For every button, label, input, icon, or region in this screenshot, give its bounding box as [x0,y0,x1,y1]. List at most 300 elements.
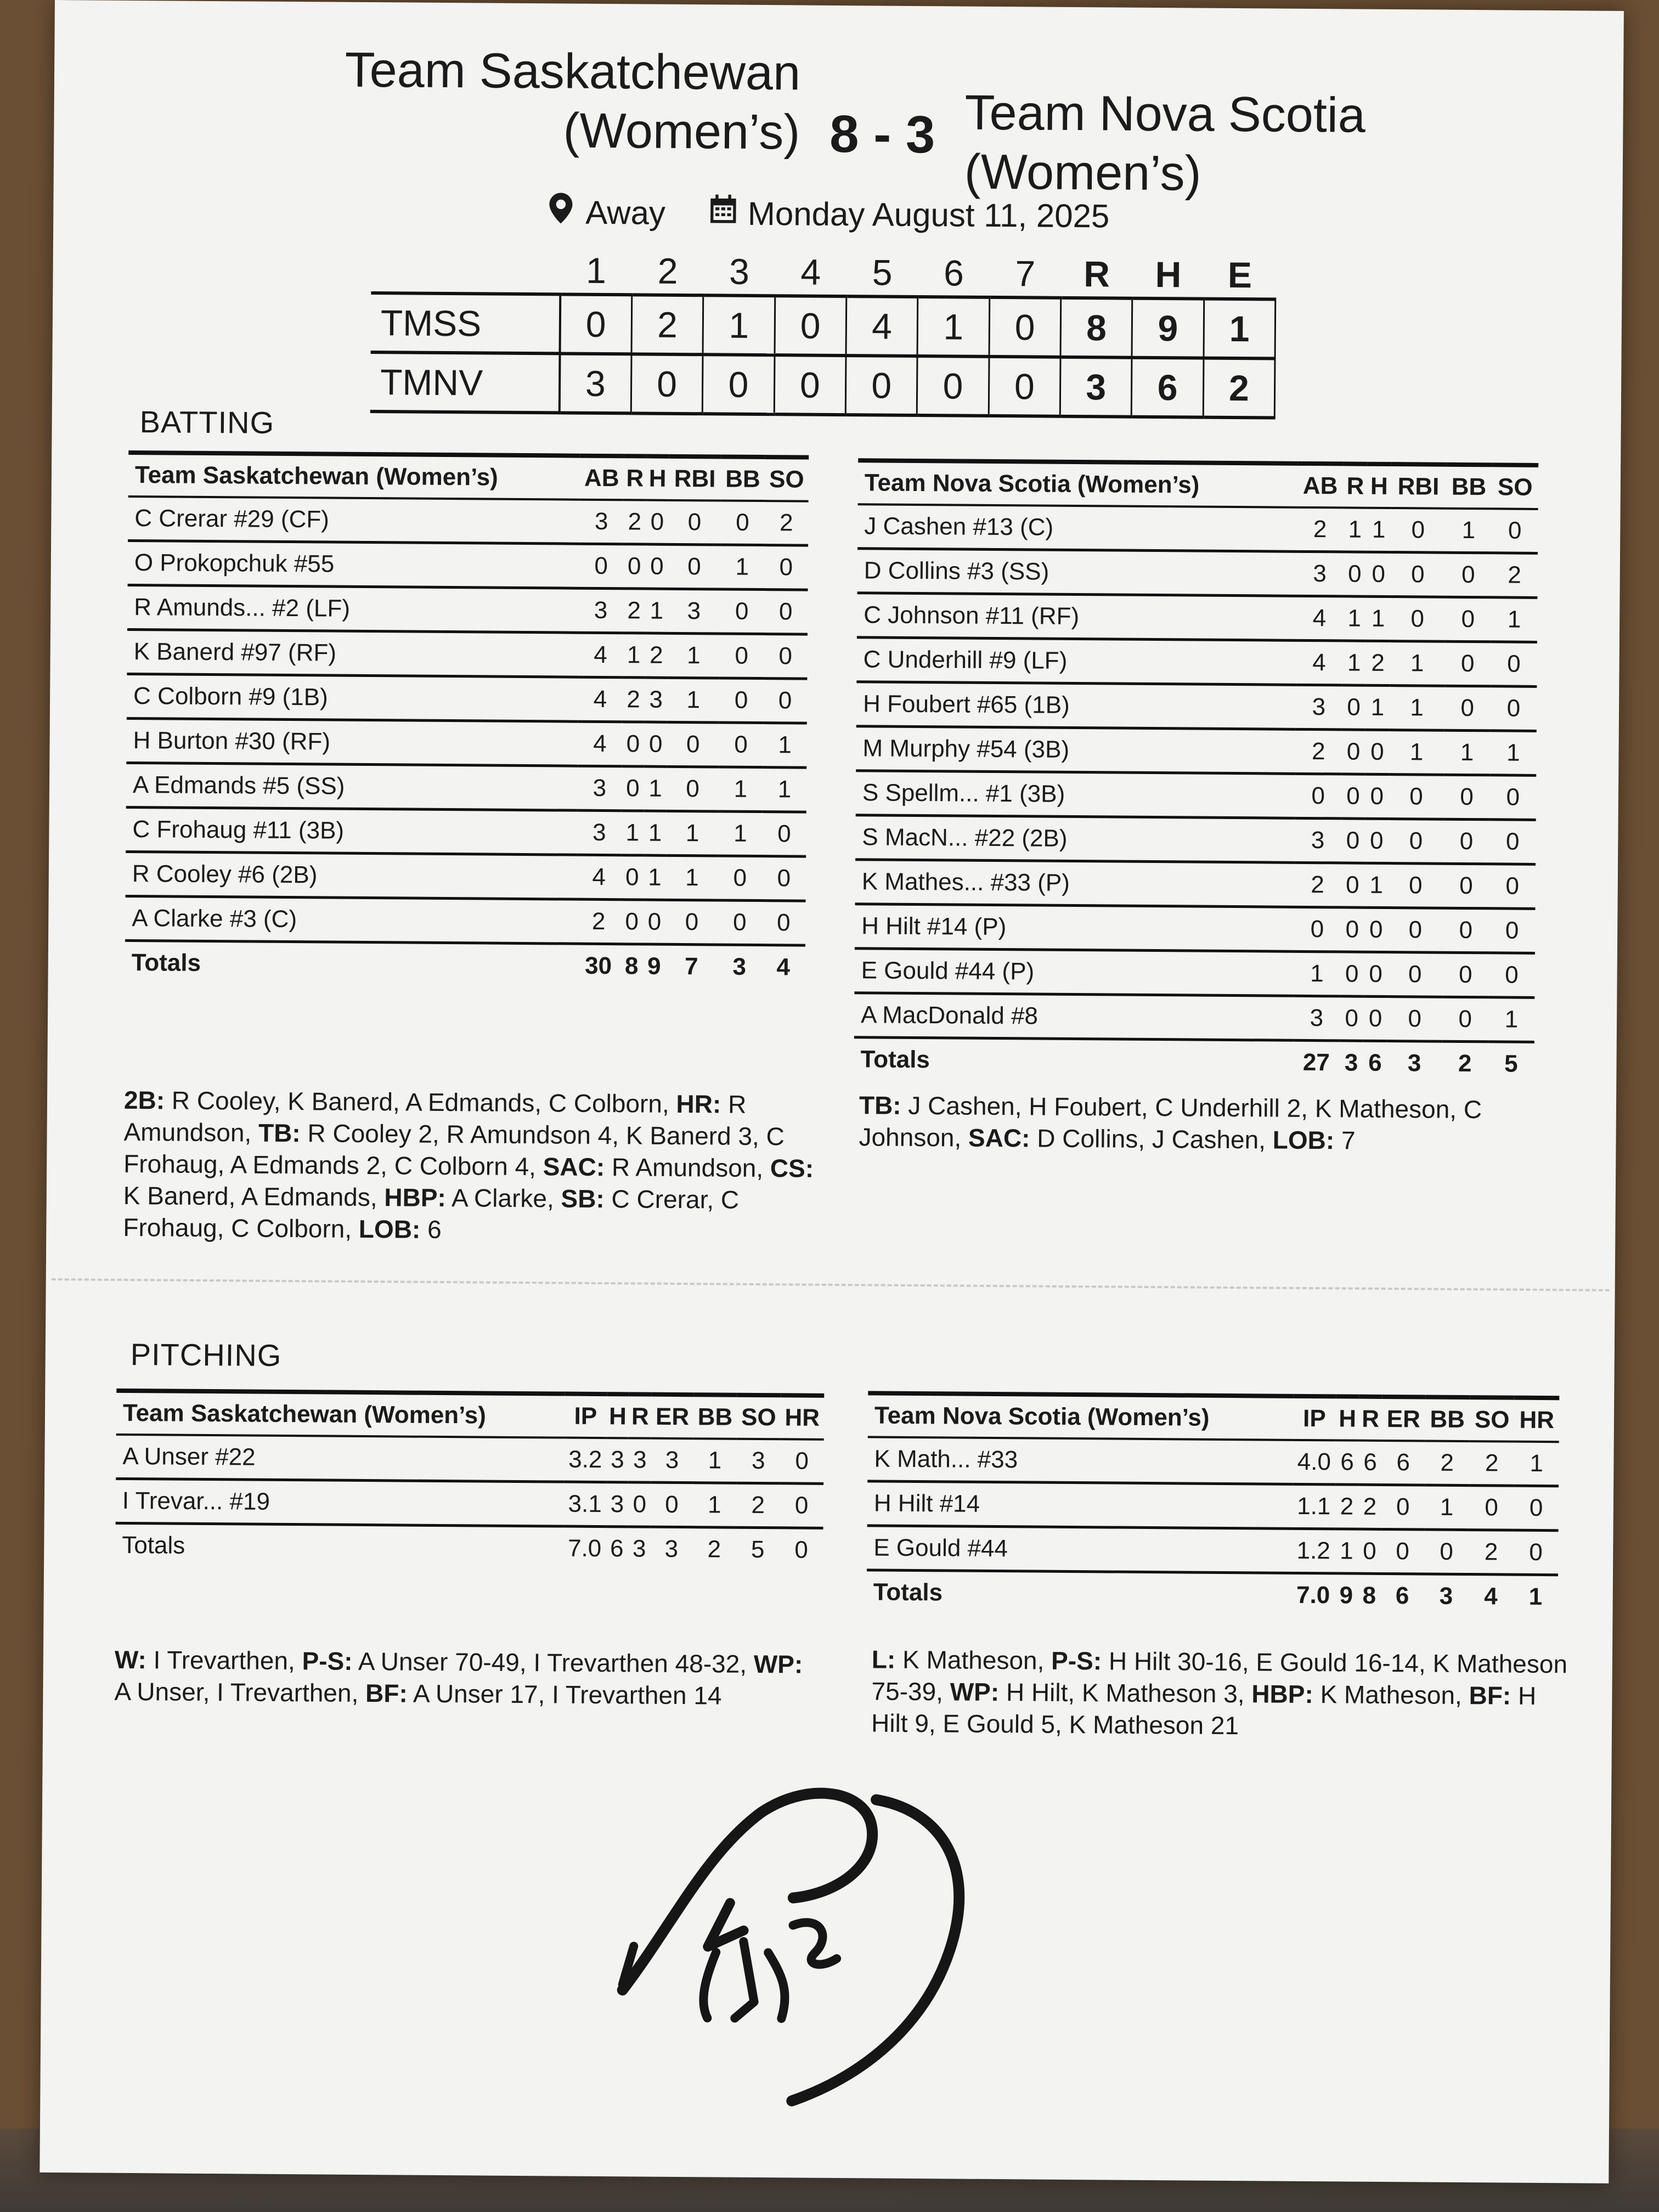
stat-value: 0 [1389,819,1443,864]
stat-value: 0 [1341,730,1365,774]
inning-score: 0 [631,354,703,414]
table-row [856,637,1537,687]
player-name: D Collins #3 (SS) [857,549,1296,596]
inning-header: 4 [775,249,847,296]
note-value: C Crerar, C Frohaug, C Colborn, [123,1184,740,1243]
note-key: LOB: [358,1214,421,1244]
stat-value: 0 [643,900,666,944]
note-key: TB: [859,1091,901,1120]
stat-value: 0 [1492,509,1538,553]
batting-label: BATTING [139,404,275,440]
note-key: HBP: [384,1183,447,1212]
stat-value: 4 [1296,640,1342,685]
stat-column-header: HR [1514,1398,1559,1442]
total-value: 3 [1439,1582,1453,1610]
inning-score: 3 [559,353,631,413]
note-value: H Hilt 9, E Gould 5, K Matheson 21 [871,1681,1537,1740]
rhe-total: 1 [1204,299,1276,359]
table-row [126,763,807,812]
player-name: A Edmands #5 (SS) [126,763,578,810]
header-row [116,1391,825,1440]
stat-value: 2 [736,1483,780,1528]
home-team-line2: (Women’s) [563,103,800,160]
stat-column-header: R [1359,1397,1383,1441]
stat-value: 1 [1342,596,1367,641]
total-value: 8 [1362,1582,1376,1609]
total-value: 6 [1368,1049,1382,1076]
stat-value: 0 [1365,730,1389,774]
stat-value: 0 [1388,864,1443,909]
stat-value: 0 [762,812,806,857]
stat-value: 0 [762,856,806,901]
stat-value: 1 [622,633,645,678]
stat-column-header: BB [1425,1397,1470,1442]
stat-column-header: HR [780,1395,824,1440]
stat-value: 0 [651,1482,693,1527]
stat-value: 0 [1364,952,1388,996]
note-key: TB: [258,1118,301,1148]
team-abbrev: TMSS [371,293,560,353]
stat-value: 3 [606,1438,629,1482]
line-score-row [370,352,1275,418]
stat-value: 3 [579,588,623,633]
stat-value: 0 [1387,952,1442,997]
header-row [858,460,1539,509]
note-value: R Amundson, [605,1153,771,1183]
table-row [857,593,1538,642]
team-column-header: Team Nova Scotia (Women’s) [868,1393,1293,1440]
note-key: 2B: [123,1085,165,1115]
stat-value: 0 [668,500,720,545]
stat-value: 0 [1365,774,1389,819]
stat-value: 1 [1389,730,1444,775]
rhe-total: 8 [1060,298,1132,358]
rhe-total: 6 [1132,358,1204,417]
stat-value: 0 [1491,642,1537,687]
stat-value: 3 [1296,551,1343,596]
total-value: 2 [707,1536,721,1563]
stat-column-header: AB [1297,464,1344,508]
stat-value: 6 [1381,1441,1425,1485]
stat-column-header: BB [693,1395,737,1439]
total-value: 27 [1302,1048,1330,1076]
stat-value: 0 [1514,1486,1559,1531]
player-name: S Spellm... #1 (3B) [856,771,1295,819]
game-date: Monday August 11, 2025 [747,195,1110,234]
stat-value: 4.0 [1293,1440,1336,1485]
stat-value: 0 [1489,864,1536,909]
stat-value: 0 [1367,552,1391,596]
stat-value: 2 [1295,729,1342,774]
totals-row [867,1570,1559,1618]
player-name: M Murphy #54 (3B) [856,726,1295,774]
stat-value: 0 [1341,774,1365,819]
stat-value: 1 [666,811,718,856]
total-value: 7.0 [567,1534,602,1562]
stat-value: 0 [1443,864,1489,909]
stat-value: 0 [623,544,646,589]
player-name: A Unser #22 [116,1435,565,1482]
stat-value: 6 [1335,1440,1359,1485]
stat-value: 0 [1340,996,1364,1041]
table-row [125,896,806,945]
stat-value: 3 [1295,685,1342,730]
total-value: 3 [1407,1049,1421,1077]
total-value: 7 [684,953,698,980]
stat-value: 1 [1343,507,1367,552]
header-row [868,1393,1560,1442]
table-row [856,726,1537,776]
stat-value: 0 [579,544,623,589]
stat-value: 4 [577,855,621,900]
signature-icon [611,1759,1024,2113]
home-team-line1: Team Saskatchewan [345,42,801,101]
inning-score: 1 [917,297,989,357]
stat-column-header: R [629,1394,651,1438]
stat-value: 0 [1342,685,1366,730]
inning-score: 0 [702,354,774,414]
note-value: R Cooley, K Banerd, A Edmands, C Colborn, [164,1086,676,1118]
inning-score: 0 [775,296,847,356]
note-key: BF: [365,1679,408,1708]
stat-value: 1 [693,1438,737,1483]
stat-value: 2 [764,501,809,545]
note-key: BF: [1469,1681,1511,1710]
stat-value: 3 [668,589,720,634]
stat-value: 0 [620,900,644,944]
note-value: D Collins, J Cashen, [1030,1124,1273,1154]
stat-value: 1 [621,811,644,855]
stat-value: 2 [1358,1485,1382,1529]
stat-value: 1 [1491,597,1538,642]
table-row [856,682,1537,731]
inning-header: 6 [918,250,990,297]
stat-value: 0 [1469,1486,1514,1531]
stat-value: 0 [1489,909,1536,953]
calendar-icon [709,194,737,232]
stat-value: 2 [623,500,646,544]
inning-score: 0 [989,357,1060,416]
stat-value: 6 [1358,1441,1382,1485]
stat-value: 0 [1381,1529,1424,1574]
stat-value: 3 [577,810,622,855]
table-row [127,585,808,634]
stat-value: 4 [1296,596,1343,641]
away-pitching-table [867,1391,1560,1618]
total-value: 5 [1504,1050,1518,1077]
note-value: 6 [420,1215,442,1244]
total-value: 2 [1458,1049,1472,1077]
note-key: SAC: [968,1123,1030,1153]
inning-score: 2 [631,295,703,354]
stat-value: 1 [1364,863,1389,907]
total-value: 4 [1484,1583,1498,1610]
stat-value: 0 [1491,686,1537,731]
player-name: I Trevar... #19 [116,1479,565,1526]
totals-row [115,1523,823,1571]
stat-value: 0 [1489,820,1536,865]
note-value: 7 [1334,1126,1356,1155]
stat-value: 3.1 [564,1482,606,1527]
note-key: W: [114,1645,146,1674]
note-value: K Matheson, [895,1645,1052,1675]
stat-value: 1 [666,855,718,900]
stat-value: 0 [1340,863,1364,907]
away-batting-notes [859,1089,1550,1158]
stat-value: 4 [578,721,622,766]
stat-column-header: IP [565,1394,607,1438]
note-value: A Unser 70-49, I Trevarthen 48-32, [352,1646,754,1678]
stat-value: 3 [1295,818,1341,863]
stat-value: 0 [780,1483,823,1528]
stat-column-header: IP [1293,1396,1336,1441]
stat-value: 0 [1391,508,1446,552]
table-row [127,629,808,679]
inning-score: 0 [845,356,917,415]
note-value: A Clarke, [445,1183,561,1213]
stat-value: 1 [645,589,668,633]
stat-value: 1 [1514,1442,1559,1486]
total-value: 1 [1528,1583,1543,1610]
stat-value: 4 [578,633,623,678]
stat-value: 0 [1295,774,1341,819]
player-name: K Banerd #97 (RF) [127,629,578,677]
stat-value: 0 [1390,597,1445,642]
stat-column-header: AB [580,456,624,500]
stat-value: 0 [1341,819,1365,863]
stat-value: 3 [645,678,668,722]
stat-value: 1 [718,811,763,856]
team-column-header: Team Nova Scotia (Women’s) [858,460,1297,507]
stat-value: 0 [719,634,764,679]
note-key: P-S: [1051,1646,1102,1675]
stat-value: 0 [667,722,719,767]
stat-value: 1 [1390,641,1444,686]
team-column-header: Team Saskatchewan (Women’s) [128,453,580,500]
team-column-header: Team Saskatchewan (Women’s) [116,1391,565,1438]
line-score-table [370,246,1277,420]
rhe-total: 9 [1132,298,1204,358]
totals-label: Totals [122,1531,185,1559]
header-row [128,453,809,501]
stat-value: 0 [622,722,645,766]
home-team-name [251,40,800,162]
stat-column-header: R [1343,464,1367,507]
stat-value: 0 [1389,775,1443,820]
table-row [126,718,807,768]
note-value: K Banerd, A Edmands, [123,1181,385,1212]
player-name: H Burton #30 (RF) [126,718,578,766]
table-row [857,504,1538,553]
inning-header: 2 [632,248,704,295]
table-row [116,1435,824,1484]
stat-value: 1.1 [1292,1484,1335,1529]
total-value: 4 [776,953,791,981]
stat-value: 0 [718,900,762,945]
player-name: E Gould #44 [867,1526,1292,1573]
note-value: K Matheson, [1313,1680,1469,1710]
line-score-row [371,293,1276,359]
stat-value: 0 [719,678,764,723]
stat-value: 1 [1444,730,1491,775]
stat-value: 1 [1389,686,1444,731]
rhe-total: 2 [1203,358,1275,418]
inning-header: 3 [703,249,775,296]
stat-value: 3.2 [564,1438,606,1482]
stat-value: 3 [578,766,622,811]
stat-value: 0 [1442,908,1489,953]
stat-column-header: H [1367,464,1391,508]
player-name: R Amunds... #2 (LF) [127,585,579,633]
stat-column-header: ER [651,1395,693,1439]
stat-value: 2 [1469,1530,1514,1575]
stat-value: 0 [1390,552,1445,597]
game-meta [547,193,1260,236]
stat-value: 0 [1340,952,1364,996]
player-name: K Math... #33 [867,1437,1293,1484]
stat-value: 1 [1424,1485,1469,1530]
stat-value: 1 [1488,997,1535,1042]
stat-value: 0 [763,634,808,679]
errors-header: E [1204,252,1276,300]
stat-value: 3 [651,1438,693,1483]
away-team-name [964,83,1513,206]
stat-value: 0 [1424,1530,1469,1575]
totals-label: Totals [860,1046,930,1074]
away-team-line1: Team Nova Scotia [964,85,1366,143]
stat-value: 0 [1513,1530,1558,1575]
table-row [116,1479,824,1528]
player-name: R Cooley #6 (2B) [126,851,577,899]
stat-value: 1 [1367,508,1391,552]
stat-value: 0 [1442,952,1489,997]
player-name: C Crerar #29 (CF) [128,496,579,544]
player-name: C Underhill #9 (LF) [856,637,1296,685]
table-row [857,549,1538,598]
total-value: 3 [732,953,747,980]
inning-header: 1 [560,247,632,295]
stat-value: 1 [692,1483,736,1528]
section-divider [52,1278,1610,1291]
stat-value: 0 [1358,1529,1381,1573]
stat-value: 1 [667,678,719,723]
total-value: 9 [1339,1582,1353,1609]
hits-header: H [1132,252,1204,299]
note-value: A Unser 17, I Trevarthen 14 [407,1679,722,1710]
total-value: 0 [794,1536,808,1564]
stat-value: 2 [623,589,646,633]
stat-value: 3 [629,1438,651,1482]
stat-value: 2 [1294,862,1341,907]
stat-column-header: BB [1446,465,1492,509]
stat-column-header: R [624,456,647,500]
stat-column-header: RBI [1391,464,1446,509]
pitching-label: PITCHING [130,1337,282,1373]
stat-column-header: H [606,1394,629,1438]
stat-value: 1 [644,811,667,855]
note-key: CS: [770,1154,814,1183]
stat-column-header: BB [721,456,765,501]
stat-value: 0 [668,544,720,589]
player-name: J Cashen #13 (C) [857,504,1297,551]
stat-value: 0 [646,544,669,589]
total-value: 3 [664,1535,679,1562]
stat-value: 0 [644,722,667,766]
stat-value: 0 [1388,908,1443,953]
stat-value: 0 [1340,907,1364,952]
stat-value: 1 [644,766,667,811]
team-abbrev: TMNV [370,352,560,413]
player-name: C Frohaug #11 (3B) [126,807,577,855]
stat-value: 0 [622,766,645,811]
inning-header: 5 [847,250,918,297]
stat-value: 1.2 [1292,1528,1335,1573]
table-row [856,771,1537,820]
stat-value: 1 [1490,731,1537,776]
home-batting-table [125,450,809,989]
stat-value: 0 [1445,552,1492,597]
stat-value: 0 [718,856,763,901]
away-batting-table [854,458,1538,1085]
stat-value: 2 [1469,1441,1514,1486]
note-key: SAC: [543,1152,605,1182]
totals-row [854,1037,1534,1085]
stat-value: 0 [719,723,763,768]
total-value: 30 [584,952,612,980]
note-key: WP: [753,1649,803,1679]
stat-value: 3 [1294,996,1340,1041]
note-key: P-S: [302,1646,353,1675]
table-row [855,860,1536,909]
stat-value: 0 [1488,953,1535,998]
table-row [127,674,808,723]
note-value: H Hilt, K Matheson 3, [998,1678,1252,1708]
stat-column-header: SO [1470,1397,1515,1442]
total-value: 6 [610,1535,624,1562]
stat-value: 0 [628,1482,651,1527]
home-pitching-table [115,1389,824,1571]
note-key: HBP: [1251,1679,1313,1709]
player-name: H Hilt #14 (P) [855,904,1294,952]
stat-value: 0 [1442,997,1488,1042]
stat-column-header: RBI [669,456,721,501]
stat-value: 2 [645,633,668,678]
stat-value: 2 [1491,553,1538,598]
stat-value: 0 [1363,996,1387,1041]
table-row [126,851,806,901]
stat-value: 2 [577,899,621,944]
total-value: 5 [751,1536,765,1564]
table-row [854,993,1535,1042]
stat-value: 1 [644,855,667,900]
total-value: 6 [1395,1582,1409,1610]
stat-value: 1 [668,633,720,678]
inning-score: 1 [703,295,775,355]
note-value: R Cooley 2, R Amundson 4, K Banerd 3, C Frohaug, A Edmands 2, C Colborn 4, [123,1119,785,1181]
player-name: C Johnson #11 (RF) [857,593,1296,641]
stat-column-header: SO [765,457,809,501]
stat-value: 0 [665,900,718,945]
stat-value: 1 [720,545,765,590]
stat-value: 2 [1297,507,1344,552]
final-score: 8 - 3 [829,104,935,165]
location-label: Away [585,194,666,232]
note-key: L: [871,1645,896,1674]
total-value: 3 [632,1535,646,1562]
inning-score: 0 [560,294,632,354]
stat-value: 4 [578,677,623,722]
note-key: HR: [676,1089,721,1119]
